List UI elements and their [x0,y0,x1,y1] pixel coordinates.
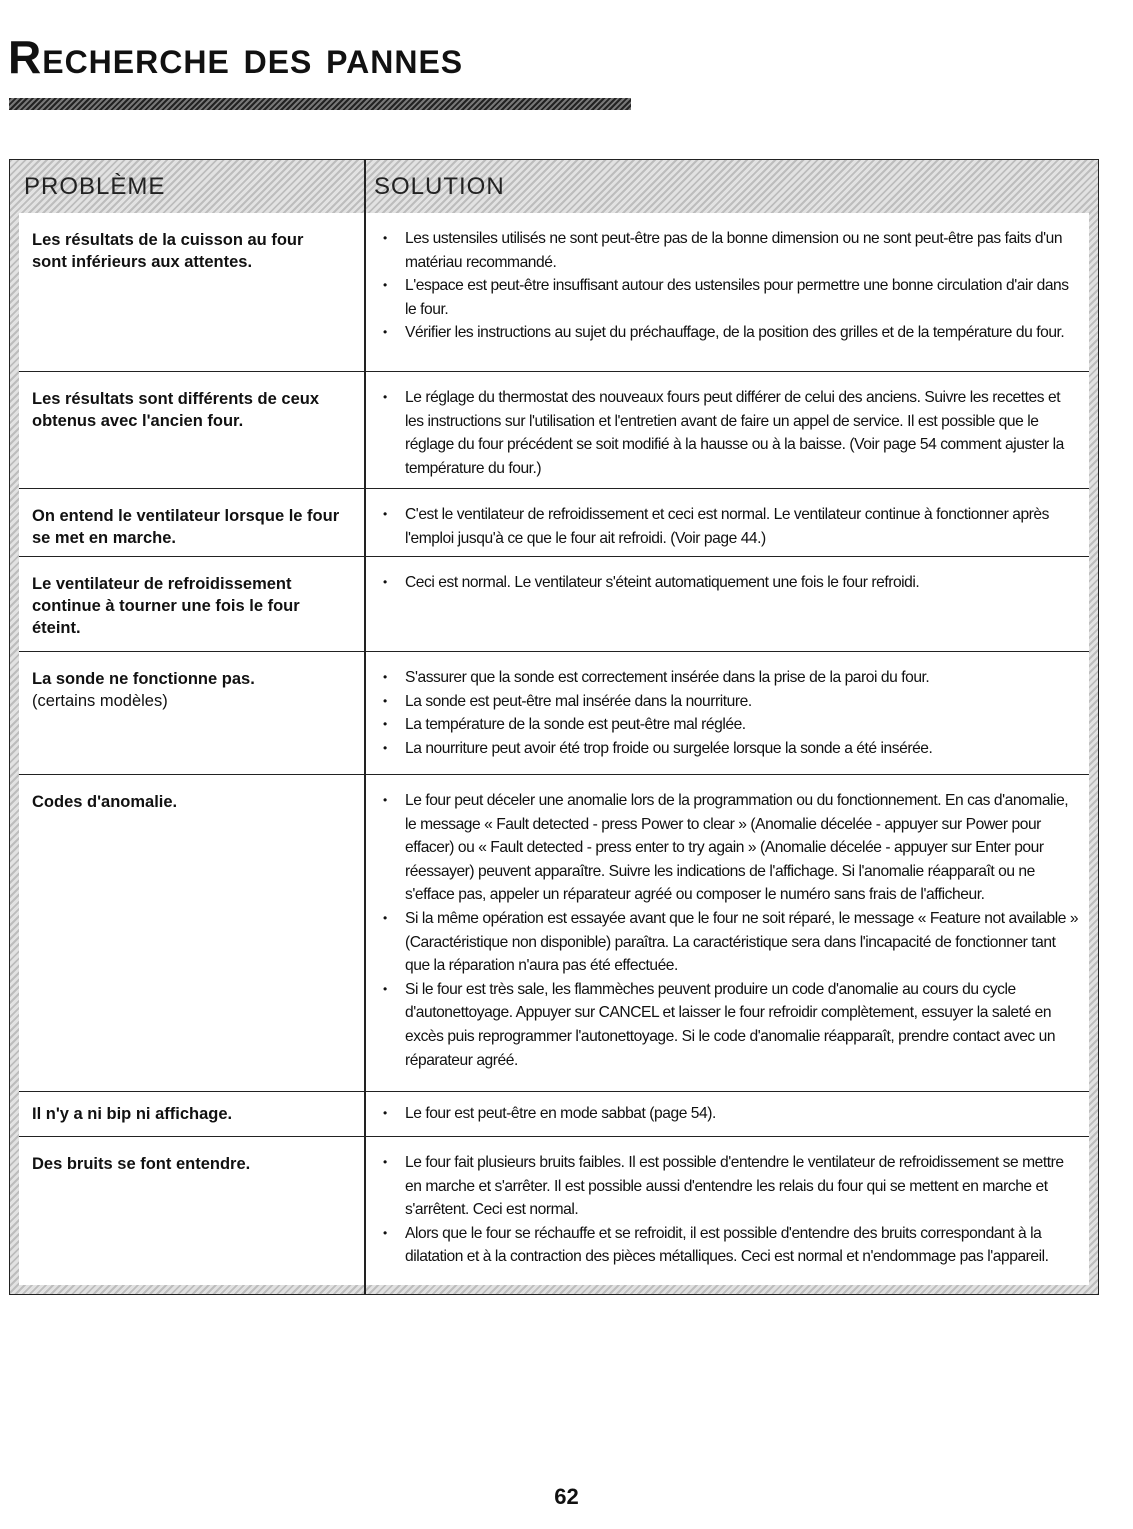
page-title: Recherche des pannes [8,31,464,83]
problem-text: On entend le ventilateur lorsque le four se met en marche. [32,507,340,547]
table-row [19,1091,1089,1136]
solution-item: • Si le four est très sale, les flammèches peuvent produire un code d'anomalie au cours du cycle d'autonettoyage. Appuyer sur CANCEL et laisser le four refroidir complètement, essuyer la saleté en excès puis reprogrammer l'autonettoyage. Si le code d'anomalie réapparaît, prendre contact avec un réparateur agréé. [379,978,1081,1072]
problem-cell [32,388,342,432]
solution-item: • Le four fait plusieurs bruits faibles. Il est possible d'entendre le ventilateur de refroidissement se mettre en marche et s'arrêter. Il est possible aussi d'entendre les relais du four qui se mettent en marche et s'arrêtent. Ceci est normal. [379,1151,1081,1222]
table-row [19,774,1089,1091]
solution-item: • Le réglage du thermostat des nouveaux fours peut différer de celui des anciens. Suivre les recettes et les instructions sur l'utilisation et l'entretien avant de faire un appel de service. Il est possible que le réglage du four précédent se soit modifié à la hausse ou à la baisse. (Voir page 54 comment ajuster la température du four.) [379,386,1081,480]
problem-cell [32,1153,342,1175]
solution-list [379,571,1081,595]
solution-item: • Les ustensiles utilisés ne sont peut-être pas de la bonne dimension ou ne sont peut-être pas faits d'un matériau recommandé. [379,227,1081,274]
problem-cell [32,1103,342,1125]
problem-text: Le ventilateur de refroidissement continue à tourner une fois le four éteint. [32,575,300,637]
header-solution: SOLUTION [374,173,505,200]
problem-text: Les résultats sont différents de ceux obtenus avec l'ancien four. [32,390,320,430]
problem-cell [32,229,342,273]
solution-item: • Le four peut déceler une anomalie lors de la programmation ou du fonctionnement. En cas d'anomalie, le message « Fault detected - press Power to clear » (Anomalie décelée - appuyer sur Power pour effacer) ou « Fault detected - press enter to try again » (Anomalie décelée - appuyer sur Enter pour réessayer) peuvent apparaître. Suivre les indications de l'affichage. Si l'anomalie réapparaît ou ne s'efface pas, appeler un réparateur agréé ou composer le numéro sans frais de l'afficheur. [379,789,1081,907]
solution-item: • La nourriture peut avoir été trop froide ou surgelée lorsque la sonde a été insérée. [379,737,1081,761]
solution-list [379,1151,1081,1269]
column-divider [364,160,366,1294]
problem-text: Codes d'anomalie. [32,793,178,811]
solution-item: • L'espace est peut-être insuffisant autour des ustensiles pour permettre une bonne circulation d'air dans le four. [379,274,1081,321]
table-body [19,213,1089,1285]
solution-item: • Alors que le four se réchauffe et se refroidit, il est possible d'entendre des bruits correspondant à la dilatation et à la contraction des pièces métalliques. Ceci est normal et n'endommage pas l'appareil. [379,1222,1081,1269]
solution-item: • Ceci est normal. Le ventilateur s'éteint automatiquement une fois le four refroidi. [379,571,1081,595]
solution-list [379,386,1081,480]
problem-note: (certains modèles) [32,692,168,710]
problem-text: Des bruits se font entendre. [32,1155,251,1173]
table-row [19,213,1089,371]
table-row [19,556,1089,651]
solution-item: • S'assurer que la sonde est correctement insérée dans la prise de la paroi du four. [379,666,1081,690]
solution-item: • Vérifier les instructions au sujet du préchauffage, de la position des grilles et de la température du four. [379,321,1081,345]
header-problem: PROBLÈME [24,173,166,200]
solution-item: • Si la même opération est essayée avant que le four ne soit réparé, le message « Feature not available » (Caractéristique non disponible) paraîtra. La caractéristique sera dans l'incapacité de fonctionner tant que la réparation n'aura pas été effectuée. [379,907,1081,978]
table-row [19,371,1089,488]
solution-list [379,789,1081,1072]
table-row [19,1136,1089,1287]
solution-item: • C'est le ventilateur de refroidissement et ceci est normal. Le ventilateur continue à fonctionner après l'emploi jusqu'à ce que le four ait refroidi. (Voir page 44.) [379,503,1081,550]
problem-text: Il n'y a ni bip ni affichage. [32,1105,233,1123]
solution-list [379,503,1081,550]
table-row [19,651,1089,774]
troubleshooting-table [9,159,1099,1295]
solution-item: • La température de la sonde est peut-être mal réglée. [379,713,1081,737]
problem-cell [32,573,342,639]
page-number: 62 [554,1484,579,1509]
problem-text: Les résultats de la cuisson au four sont inférieurs aux attentes. [32,231,304,271]
solution-item: • La sonde est peut-être mal insérée dans la nourriture. [379,690,1081,714]
solution-list [379,666,1081,760]
title-rule [9,98,631,110]
problem-cell [32,791,342,813]
solution-item: • Le four est peut-être en mode sabbat (page 54). [379,1102,1081,1126]
problem-cell [32,668,342,712]
solution-list [379,227,1081,345]
problem-cell [32,505,342,549]
solution-list [379,1102,1081,1126]
problem-text: La sonde ne fonctionne pas. [32,670,255,688]
table-row [19,488,1089,556]
